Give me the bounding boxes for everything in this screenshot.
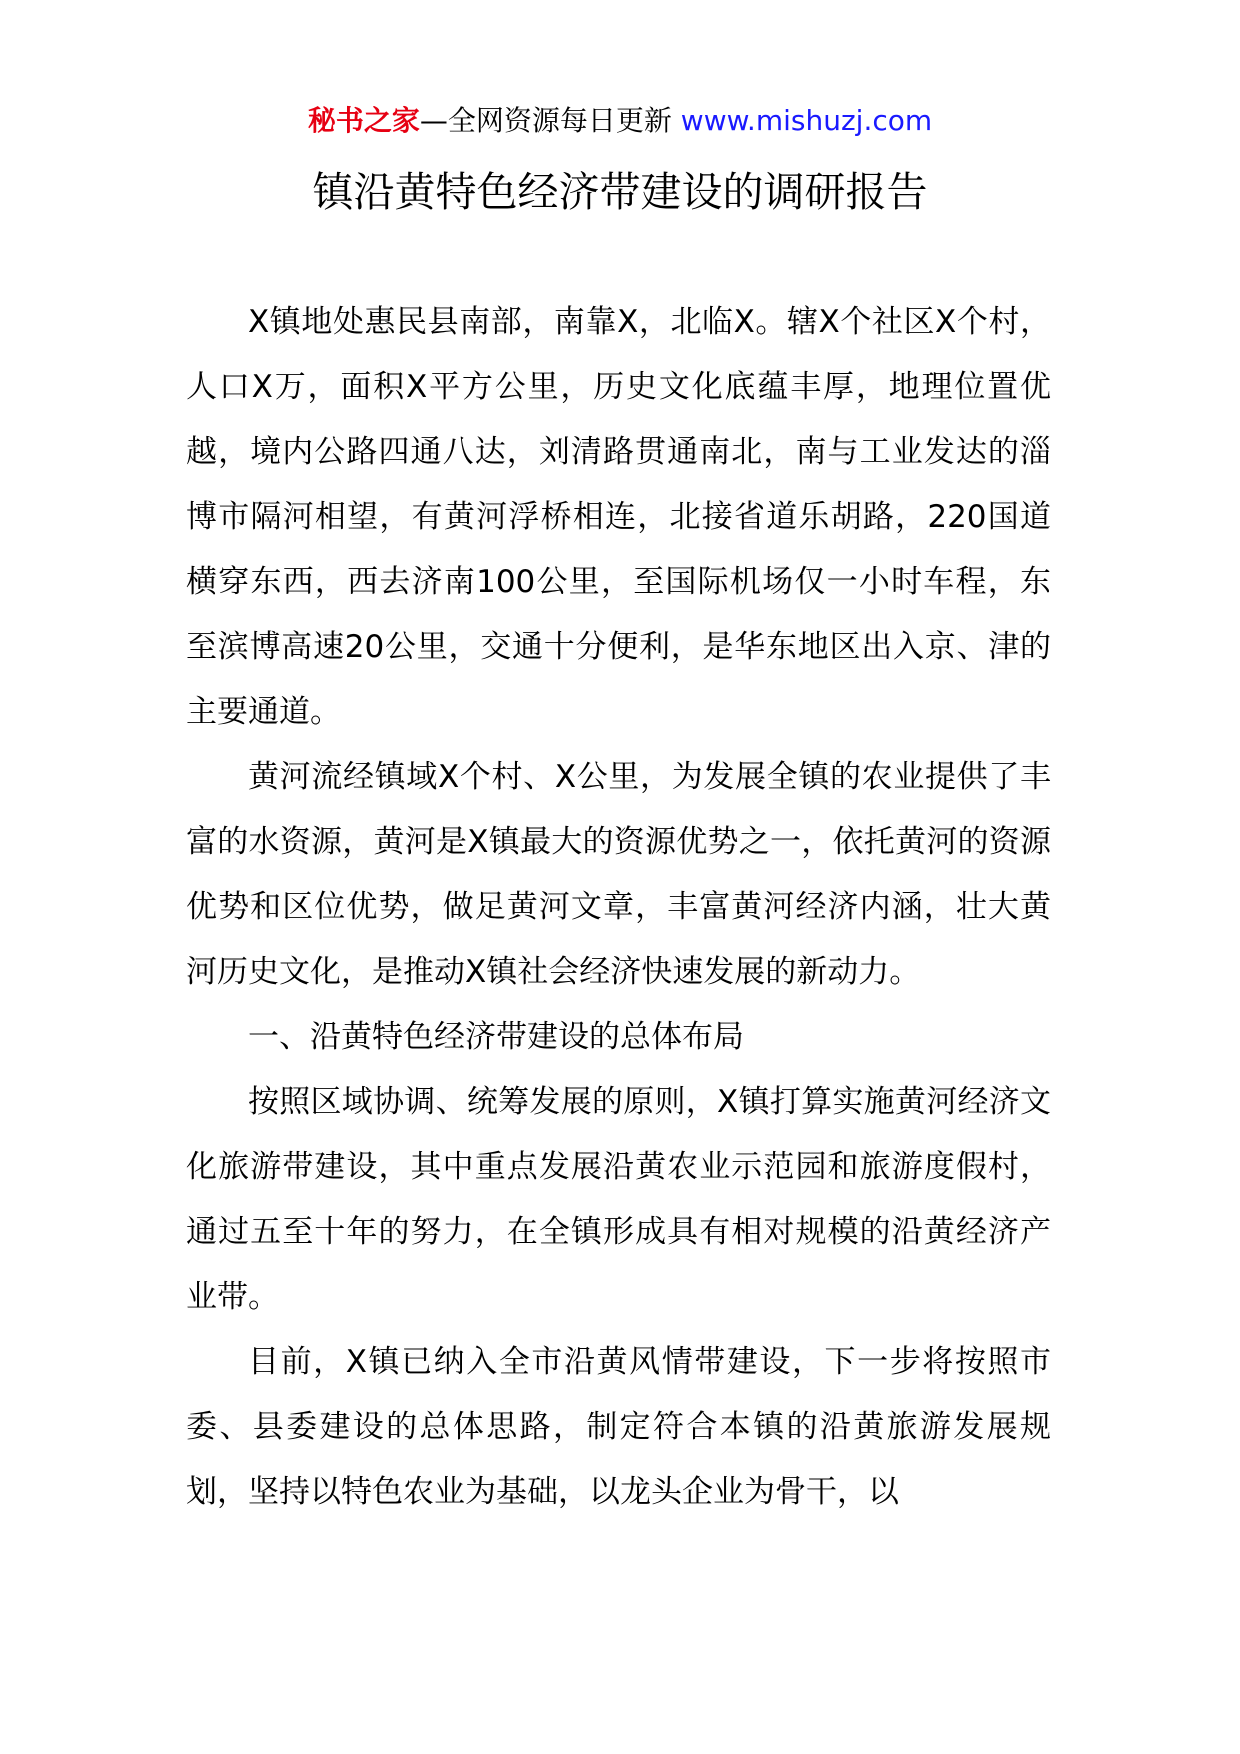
document-title: 镇沿黄特色经济带建设的调研报告 <box>312 168 928 216</box>
document-body <box>186 290 1051 1525</box>
body-paragraph: 目前，X镇已纳入全市沿黄风情带建设，下一步将按照市委、县委建设的总体思路，制定符合本镇的沿黄旅游发展规划，坚持以特色农业为基础，以龙头企业为骨干，以 <box>186 1344 1051 1510</box>
site-url-link[interactable]: www.mishuzj.com <box>680 104 933 137</box>
section-heading: 一、沿黄特色经济带建设的总体布局 <box>248 1019 744 1055</box>
banner-slogan: —全网资源每日更新 <box>419 104 672 137</box>
site-banner <box>0 101 1240 141</box>
body-paragraph: X镇地处惠民县南部，南靠X，北临X。辖X个社区X个村，人口X万，面积X平方公里，历史文化底蕴丰厚，地理位置优越，境内公路四通八达，刘清路贯通南北，南与工业发达的淄博市隔河相望，有黄河浮桥相连，北接省道乐胡路，220国道横穿东西，西去济南100公里，至国际机场仅一小时车程，东至滨博高速20公里，交通十分便利，是华东地区出入京、津的主要通道。 <box>186 304 1051 730</box>
body-paragraph: 按照区域协调、统筹发展的原则，X镇打算实施黄河经济文化旅游带建设，其中重点发展沿黄农业示范园和旅游度假村，通过五至十年的努力，在全镇形成具有相对规模的沿黄经济产业带。 <box>186 1084 1051 1315</box>
body-paragraph: 黄河流经镇域X个村、X公里，为发展全镇的农业提供了丰富的水资源，黄河是X镇最大的资源优势之一，依托黄河的资源优势和区位优势，做足黄河文章，丰富黄河经济内涵，壮大黄河历史文化，是推动X镇社会经济快速发展的新动力。 <box>186 759 1051 990</box>
brand-name: 秘书之家 <box>307 104 420 137</box>
